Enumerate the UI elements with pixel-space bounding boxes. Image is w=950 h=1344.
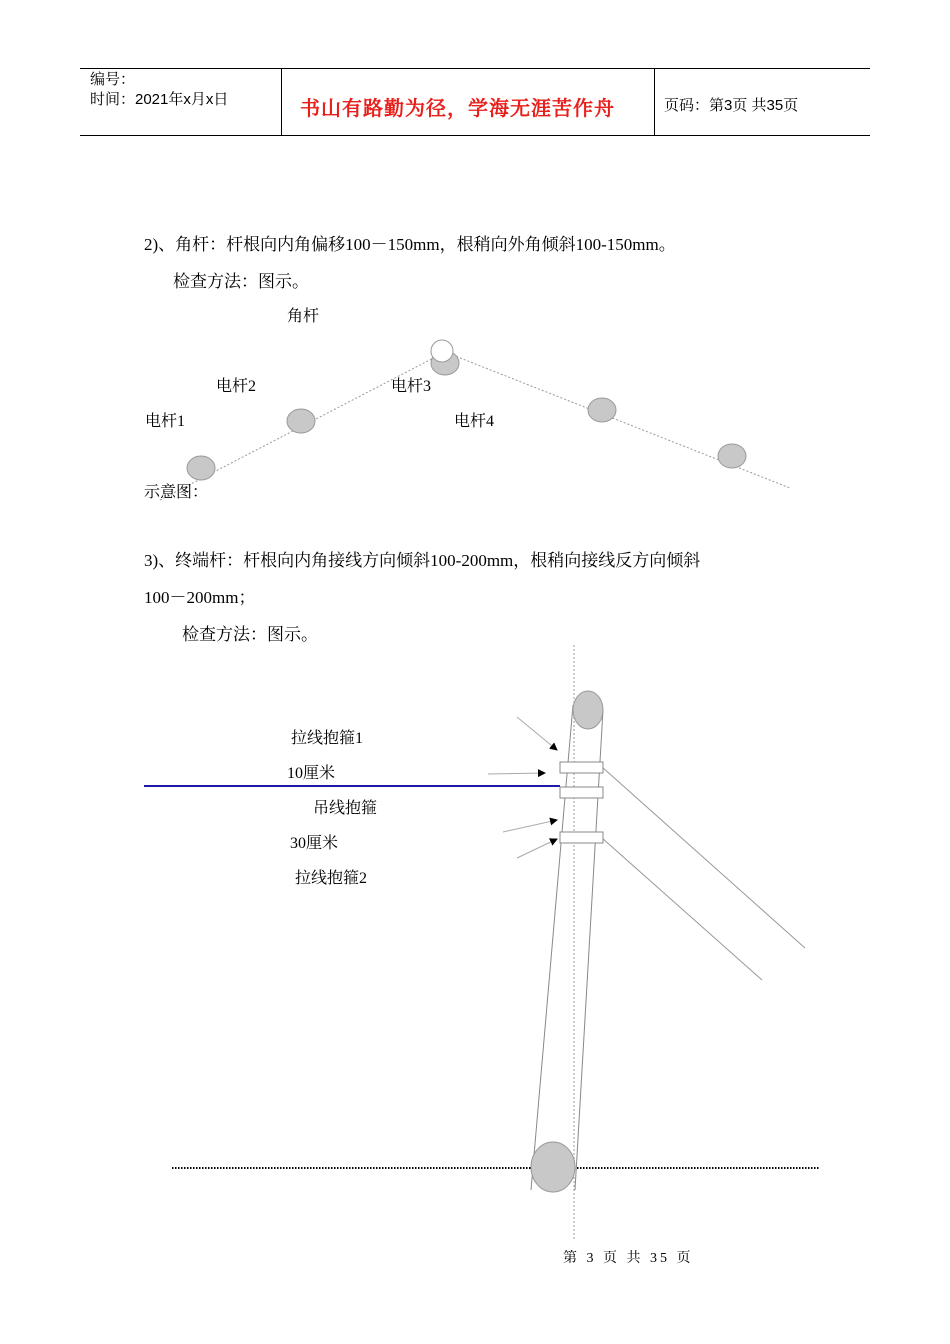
arrow-guy-clamp-1 (517, 717, 557, 750)
pole-base (531, 1142, 575, 1192)
pole-left-edge (531, 705, 573, 1190)
header-motto: 书山有路勤为径，学海无涯苦作舟 (300, 98, 615, 120)
guy-wire-2 (602, 838, 762, 980)
label-suspension-clamp: 吊线抱箍 (313, 800, 378, 817)
label-30cm: 30厘米 (290, 835, 339, 852)
label-10cm: 10厘米 (287, 765, 336, 782)
diagram1-title: 角杆 (287, 308, 320, 325)
section2-text: 2)、角杆：杆根向内角偏移100－150mm，根稍向外角倾斜100-150mm。 (144, 235, 676, 254)
guy-wire-1 (602, 767, 805, 948)
pole-label-2: 电杆2 (216, 378, 257, 395)
time-label: 时间：2021年x月x日 (90, 91, 229, 108)
pole-right-edge (575, 710, 603, 1190)
label-guy-clamp-2: 拉线抱箍2 (295, 870, 368, 887)
arrow-guy-clamp-2 (517, 839, 557, 858)
arrow-10cm (488, 773, 545, 774)
guy-clamp-2 (560, 832, 603, 843)
pole-top (573, 691, 603, 729)
pole-label-3: 电杆3 (391, 378, 432, 395)
header-page-label: 页码：第3页 共35页 (664, 97, 799, 114)
pole-label-1: 电杆1 (145, 413, 186, 430)
section3-text-line2: 100－200mm； (144, 588, 256, 607)
section3-text-line1: 3)、终端杆：杆根向内角接线方向倾斜100-200mm，根稍向接线反方向倾斜 (144, 551, 701, 570)
serial-label: 编号： (90, 71, 136, 88)
section2-method: 检查方法：图示。 (173, 272, 309, 291)
diagram1-caption: 示意图： (144, 484, 209, 501)
section3-method: 检查方法：图示。 (182, 625, 318, 644)
guy-clamp-1 (560, 762, 603, 773)
suspension-clamp (560, 787, 603, 798)
pole-label-4: 电杆4 (454, 413, 495, 430)
label-guy-clamp-1: 拉线抱箍1 (291, 730, 364, 747)
footer-page-number: 第 3 页 共 35 页 (563, 1251, 694, 1266)
arrow-30cm (503, 820, 557, 832)
